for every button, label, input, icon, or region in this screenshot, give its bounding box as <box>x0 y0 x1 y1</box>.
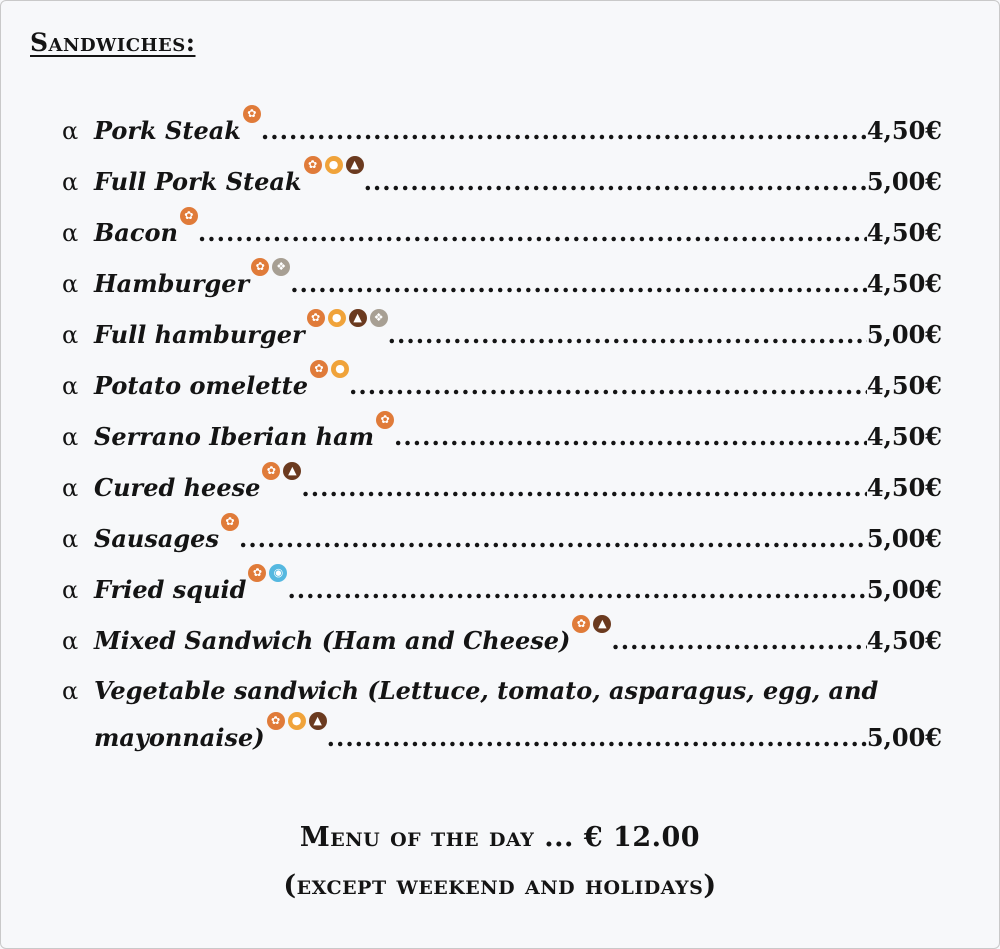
bullet: α <box>62 372 79 400</box>
allergen-icons <box>304 156 364 174</box>
item-name: Serrano Iberian ham <box>94 422 375 451</box>
leader-dots <box>239 523 867 555</box>
menu-item-vegetable-sandwich-line2 <box>94 714 942 754</box>
gluten-allergen-icon: ✿ <box>251 258 269 276</box>
leader-dots <box>287 574 866 606</box>
menu-item <box>62 413 942 453</box>
leader-dots <box>611 625 866 657</box>
milk-allergen-icon: ▲ <box>349 309 367 327</box>
menu-item <box>62 311 942 351</box>
bullet: α <box>62 219 79 247</box>
egg-allergen-icon: ● <box>331 360 349 378</box>
milk-allergen-icon: ▲ <box>309 712 327 730</box>
milk-allergen-icon: ▲ <box>346 156 364 174</box>
leader-dots <box>198 217 867 249</box>
allergen-icons <box>572 615 611 633</box>
bullet: α <box>62 270 79 298</box>
gluten-allergen-icon: ✿ <box>572 615 590 633</box>
leader-dots <box>261 115 867 147</box>
item-price: 4,50€ <box>866 269 942 298</box>
gluten-allergen-icon: ✿ <box>221 513 239 531</box>
bullet: α <box>62 168 79 196</box>
gluten-allergen-icon: ✿ <box>267 712 285 730</box>
gluten-allergen-icon: ✿ <box>376 411 394 429</box>
item-name: Mixed Sandwich (Ham and Cheese) <box>94 626 571 655</box>
gluten-allergen-icon: ✿ <box>180 207 198 225</box>
leader-dots <box>364 166 867 198</box>
leader-dots <box>301 472 866 504</box>
item-price: 5,00€ <box>866 320 942 349</box>
item-name: Sausages <box>94 524 219 553</box>
leader-dots <box>327 722 867 754</box>
menu-item <box>62 362 942 402</box>
bullet: α <box>62 474 79 502</box>
menu-item-vegetable-sandwich <box>62 675 942 707</box>
bullet: α <box>62 321 79 349</box>
item-name: Full Pork Steak <box>94 167 302 196</box>
menu-of-the-day: Menu of the day ... € 12.00 <box>299 822 701 853</box>
gluten-allergen-icon: ✿ <box>307 309 325 327</box>
gluten-allergen-icon: ✿ <box>304 156 322 174</box>
item-name: Vegetable sandwich (Lettuce, tomato, asparagus, egg, and <box>94 676 879 705</box>
menu-of-the-day-note: (except weekend and holidays) <box>283 870 717 901</box>
item-name: Pork Steak <box>94 116 241 145</box>
allergen-icons <box>267 712 327 730</box>
item-name: Cured heese <box>94 473 261 502</box>
gluten-allergen-icon: ✿ <box>248 564 266 582</box>
menu-item <box>62 617 942 657</box>
allergen-icons <box>310 360 349 378</box>
item-name: Potato omelette <box>94 371 308 400</box>
allergen-icons <box>248 564 287 582</box>
gluten-allergen-icon: ✿ <box>262 462 280 480</box>
allergen-icons <box>221 513 239 531</box>
bullet: α <box>62 677 79 705</box>
bullet: α <box>62 423 79 451</box>
item-price: 4,50€ <box>866 218 942 247</box>
leader-dots <box>388 319 867 351</box>
leader-dots <box>349 370 867 402</box>
bullet: α <box>62 576 79 604</box>
item-price: 4,50€ <box>866 116 942 145</box>
mustard-allergen-icon: ❖ <box>272 258 290 276</box>
egg-allergen-icon: ● <box>325 156 343 174</box>
menu-item <box>62 158 942 198</box>
allergen-icons <box>251 258 290 276</box>
allergen-icons <box>180 207 198 225</box>
item-price: 4,50€ <box>866 422 942 451</box>
leader-dots <box>394 421 867 453</box>
allergen-icons <box>376 411 394 429</box>
mustard-allergen-icon: ❖ <box>370 309 388 327</box>
menu-item <box>62 260 942 300</box>
gluten-allergen-icon: ✿ <box>310 360 328 378</box>
allergen-icons <box>243 105 261 123</box>
item-price: 4,50€ <box>866 371 942 400</box>
gluten-allergen-icon: ✿ <box>243 105 261 123</box>
item-name: Full hamburger <box>94 320 305 349</box>
item-price: 5,00€ <box>866 575 942 604</box>
milk-allergen-icon: ▲ <box>283 462 301 480</box>
item-price: 5,00€ <box>866 723 942 752</box>
menu-item <box>62 566 942 606</box>
leader-dots <box>290 268 867 300</box>
item-price: 5,00€ <box>866 167 942 196</box>
item-name: Bacon <box>94 218 178 247</box>
bullet: α <box>62 117 79 145</box>
egg-allergen-icon: ● <box>288 712 306 730</box>
menu-item <box>62 107 942 147</box>
section-title: Sandwiches: <box>30 28 196 57</box>
item-name-continued: mayonnaise) <box>94 723 265 752</box>
menu-item <box>62 209 942 249</box>
item-price: 4,50€ <box>866 626 942 655</box>
menu-item <box>62 515 942 555</box>
bullet: α <box>62 525 79 553</box>
item-price: 4,50€ <box>866 473 942 502</box>
allergen-icons <box>307 309 388 327</box>
bullet: α <box>62 627 79 655</box>
menu-item <box>62 464 942 504</box>
item-name: Fried squid <box>94 575 247 604</box>
item-price: 5,00€ <box>866 524 942 553</box>
fish-allergen-icon: ◉ <box>269 564 287 582</box>
item-name: Hamburger <box>94 269 250 298</box>
allergen-icons <box>262 462 301 480</box>
egg-allergen-icon: ● <box>328 309 346 327</box>
milk-allergen-icon: ▲ <box>593 615 611 633</box>
